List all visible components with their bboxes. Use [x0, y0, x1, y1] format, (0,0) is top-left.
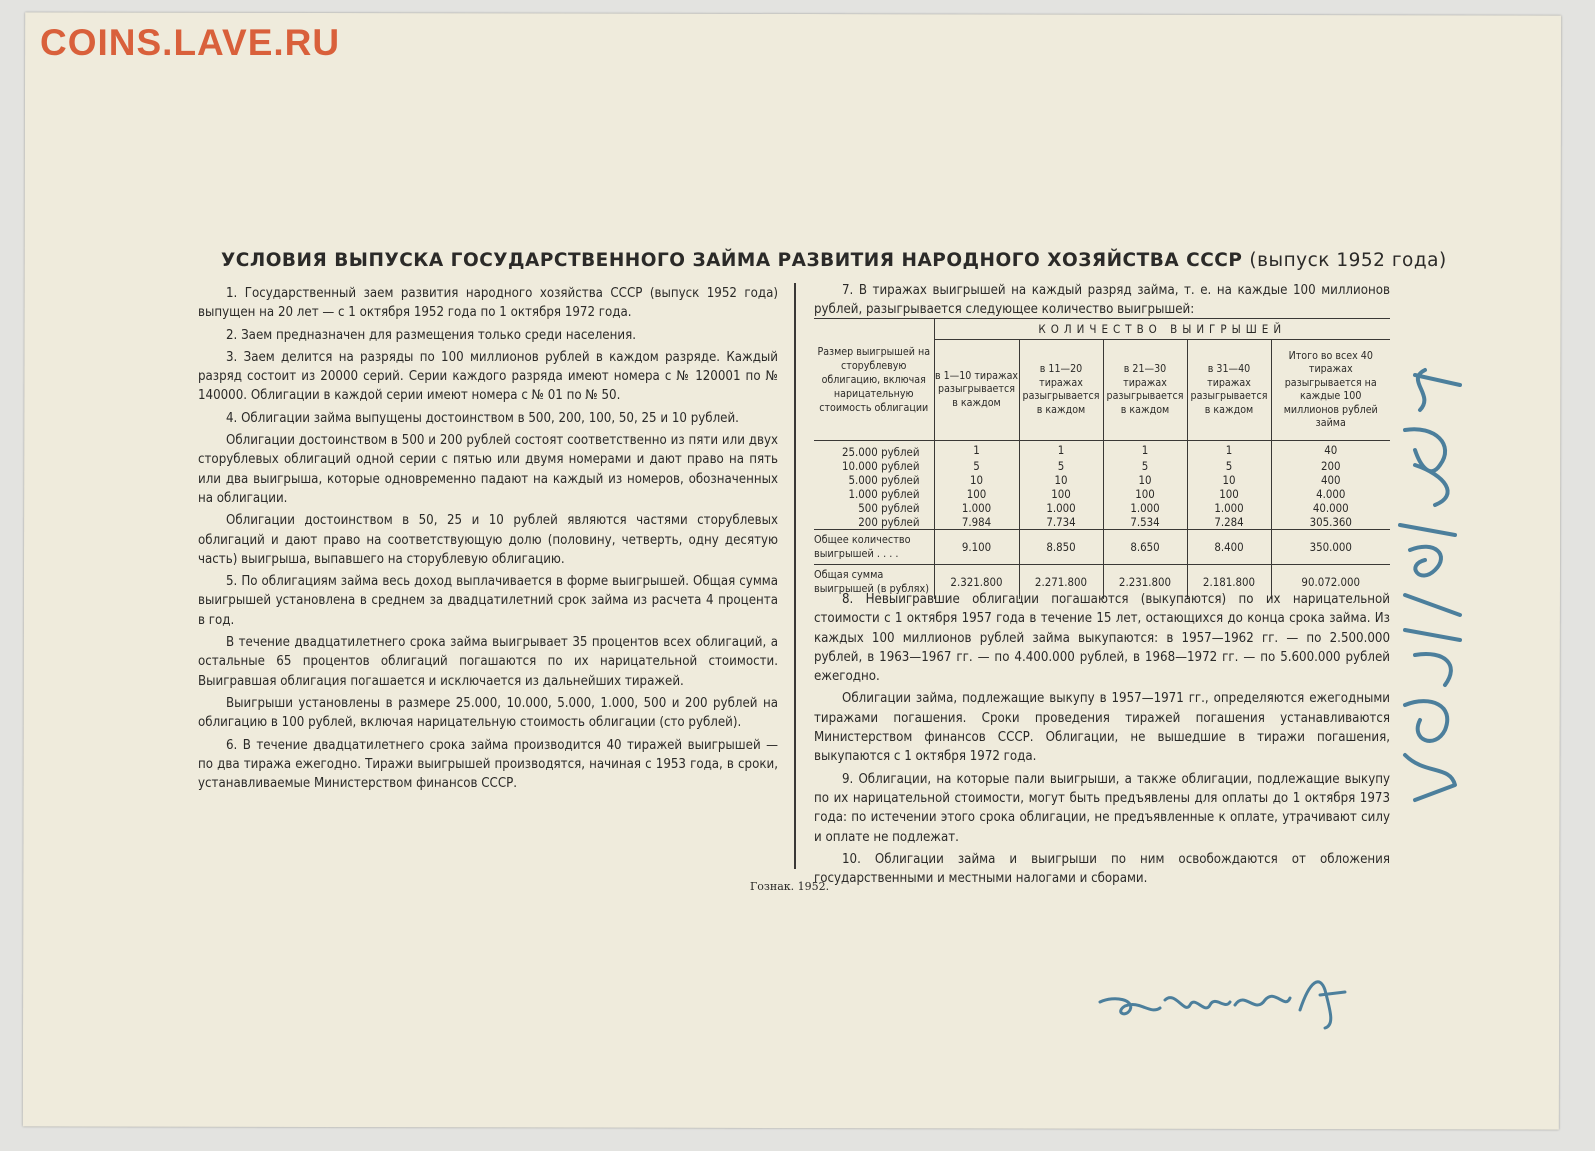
- paragraph: 4. Облигации займа выпущены достоинством в 500, 200, 100, 50, 25 и 10 рублей.: [226, 410, 739, 426]
- table-cell: 2.271.800: [1019, 565, 1103, 600]
- site-watermark: COINS.LAVE.RU: [40, 22, 341, 63]
- right-column-intro: [814, 281, 1390, 323]
- table-cell: 200: [1271, 459, 1390, 473]
- total-count-row: [814, 530, 1390, 565]
- column-divider: [794, 283, 796, 869]
- handwritten-annotation-vertical: [1375, 355, 1485, 815]
- quantity-header: КОЛИЧЕСТВО ВЫИГРЫШЕЙ: [934, 319, 1390, 340]
- table-cell: 2.181.800: [1187, 565, 1271, 600]
- right-column: [814, 590, 1390, 891]
- table-cell: 8.650: [1103, 530, 1187, 565]
- table-row: [814, 501, 1390, 515]
- prize-size: 200 рублей: [858, 515, 920, 529]
- prize-size: 1.000 рублей: [848, 487, 920, 501]
- table-cell: 40.000: [1271, 501, 1390, 515]
- printer-mark: Гознак. 1952.: [750, 880, 830, 893]
- table-cell: 100: [934, 487, 1019, 501]
- paragraph: 9. Облигации, на которые пали выигрыши, а также облигации, подлежащие выкупу по их нарицательной стоимости, могут быть предъявлены для оплаты до 1 октября 1973 года: по истечении этого срока облигации, не предъявленные к оплате, утрачивают силу и оплате не подлежат.: [814, 771, 1390, 845]
- paragraph: Облигации займа, подлежащие выкупу в 1957—1971 гг., определяются ежегодными тиражами погашения. Сроки проведения тиражей погашения устанавливаются Министерством финансов СССР. Облигации, не вышедшие в тиражи погашения, выкупаются с 1 октября 1972 года.: [814, 691, 1390, 765]
- table-row: [814, 515, 1390, 530]
- prize-size: 10.000 рублей: [841, 459, 920, 473]
- period-header: в 21—30 тиражах разыгрывается в каждом: [1103, 340, 1187, 441]
- table-cell: 305.360: [1271, 515, 1390, 530]
- prize-size: 5.000 рублей: [848, 473, 920, 487]
- size-header: Размер выигрышей на сторублевую облигацию, включая нарицательную стоимость облигации: [814, 319, 934, 441]
- period-header: в 11—20 тиражах разыгрывается в каждом: [1019, 340, 1103, 441]
- left-column: [198, 284, 778, 796]
- paragraph: 8. Невыигравшие облигации погашаются (выкупаются) по их нарицательной стоимости с 1 октября 1957 года в течение 15 лет, остающихся до конца срока займа. Из каждых 100 миллионов рублей займа выкупаются: в 1957—1962 гг. — по 2.500.000 рублей, в 1963—1967 гг. — по 4.400.000 рублей, в 1968—1972 гг. — по 5.600.000 рублей ежегодно.: [814, 592, 1390, 685]
- table-cell: 10: [1103, 473, 1187, 487]
- total-sum-label: Общая сумма выигрышей (в рублях): [814, 568, 930, 595]
- table-cell: 5: [1019, 459, 1103, 473]
- table-cell: 8.400: [1187, 530, 1271, 565]
- paragraph: 5. По облигациям займа весь доход выплачивается в форме выигрышей. Общая сумма выигрышей установлена в среднем за двадцатилетний срок займа из расчета 4 процента в год.: [198, 574, 778, 628]
- table-row: [814, 473, 1390, 487]
- paragraph: Выигрыши установлены в размере 25.000, 10.000, 5.000, 1.000, 500 и 200 рублей на облигацию в 100 рублей, включая нарицательную стоимость облигации (сто рублей).: [198, 695, 778, 731]
- handwritten-signature: [1095, 970, 1365, 1040]
- paragraph: Облигации достоинством в 50, 25 и 10 рублей являются частями сторублевых облигаций и дают право на соответствующую долю (половину, четверть, одну десятую часть) выигрыша, выпавшего на сторублевую облигацию.: [198, 513, 778, 567]
- table-cell: 400: [1271, 473, 1390, 487]
- table-cell: 100: [1187, 487, 1271, 501]
- title-main: УСЛОВИЯ ВЫПУСКА ГОСУДАРСТВЕННОГО ЗАЙМА РАЗВИТИЯ НАРОДНОГО ХОЗЯЙСТВА СССР: [221, 250, 1243, 271]
- paragraph: 7. В тиражах выигрышей на каждый разряд займа, т. е. на каждые 100 миллионов рублей, разыгрывается следующее количество выигрышей:: [814, 283, 1390, 318]
- table-row: [814, 441, 1390, 460]
- table-cell: 2.321.800: [934, 565, 1019, 600]
- period-header: в 31—40 тиражах разыгрывается в каждом: [1187, 340, 1271, 441]
- period-header: в 1—10 тиражах разыгрывается в каждом: [934, 340, 1019, 441]
- paragraph: 10. Облигации займа и выигрыши по ним освобождаются от обложения государственными и местными налогами и сборами.: [814, 851, 1390, 887]
- paragraph: 6. В течение двадцатилетнего срока займа производится 40 тиражей выигрышей — по два тиража ежегодно. Тиражи выигрышей производятся, начиная с 1953 года, в сроки, устанавливаемые Министерством финансов СССР.: [198, 737, 778, 792]
- paragraph: В течение двадцатилетнего срока займа выигрывает 35 процентов всех облигаций, а остальные 65 процентов облигаций погашаются по их нарицательной стоимости. Выигравшая облигация погашается и исключается из дальнейших тиражей.: [198, 635, 778, 689]
- table-row: [814, 487, 1390, 501]
- title-tail: (выпуск 1952 года): [1249, 250, 1447, 271]
- table-cell: 1.000: [934, 501, 1019, 515]
- table-row: [814, 459, 1390, 473]
- prize-size: 500 рублей: [858, 501, 920, 515]
- table-cell: 8.850: [1019, 530, 1103, 565]
- paragraph: Облигации достоинством в 500 и 200 рублей состоят соответственно из пяти или двух сторублевых облигаций одной серии с пятью или двумя номерами и дают право на пять или два выигрыша, которые одновременно падают на каждый из номеров, обозначенных на облигации.: [198, 433, 778, 506]
- table-cell: 5: [1103, 459, 1187, 473]
- total-header: Итого во всех 40 тиражах разыгрывается на каждые 100 миллионов рублей займа: [1271, 340, 1390, 441]
- table-cell: 5: [934, 459, 1019, 473]
- table-cell: 1: [934, 441, 1019, 460]
- table-cell: 7.534: [1103, 515, 1187, 530]
- table-cell: 10: [1187, 473, 1271, 487]
- document-title: [221, 250, 1447, 271]
- table-cell: 40: [1271, 441, 1390, 460]
- paragraph: 2. Заем предназначен для размещения только среди населения.: [226, 327, 636, 343]
- table-cell: 1: [1019, 441, 1103, 460]
- table-cell: 350.000: [1271, 530, 1390, 565]
- prize-size: 25.000 рублей: [841, 445, 920, 459]
- table-cell: 100: [1019, 487, 1103, 501]
- table-cell: 7.984: [934, 515, 1019, 530]
- table-cell: 4.000: [1271, 487, 1390, 501]
- table-cell: 9.100: [934, 530, 1019, 565]
- table-cell: 7.734: [1019, 515, 1103, 530]
- table-cell: 1.000: [1187, 501, 1271, 515]
- table-cell: 7.284: [1187, 515, 1271, 530]
- table-cell: 1: [1103, 441, 1187, 460]
- total-count-label: Общее количество выигрышей . . . .: [814, 533, 911, 560]
- table-cell: 2.231.800: [1103, 565, 1187, 600]
- paragraph: 1. Государственный заем развития народного хозяйства СССР (выпуск 1952 года) выпущен на 20 лет — с 1 октября 1952 года по 1 октября 1972 года.: [198, 286, 778, 321]
- table-cell: 90.072.000: [1271, 565, 1390, 600]
- table-cell: 1.000: [1019, 501, 1103, 515]
- paragraph: 3. Заем делится на разряды по 100 миллионов рублей в каждом разряде. Каждый разряд состоит из 20000 серий. Серии каждого разряда имеют номера с № 120001 по № 140000. Облигации в каждой серии имеют номера с № 01 по № 50.: [198, 349, 778, 404]
- table-cell: 100: [1103, 487, 1187, 501]
- table-cell: 10: [1019, 473, 1103, 487]
- table-cell: 5: [1187, 459, 1271, 473]
- table-cell: 1: [1187, 441, 1271, 460]
- table-cell: 10: [934, 473, 1019, 487]
- table-cell: 1.000: [1103, 501, 1187, 515]
- winnings-table: [814, 318, 1390, 599]
